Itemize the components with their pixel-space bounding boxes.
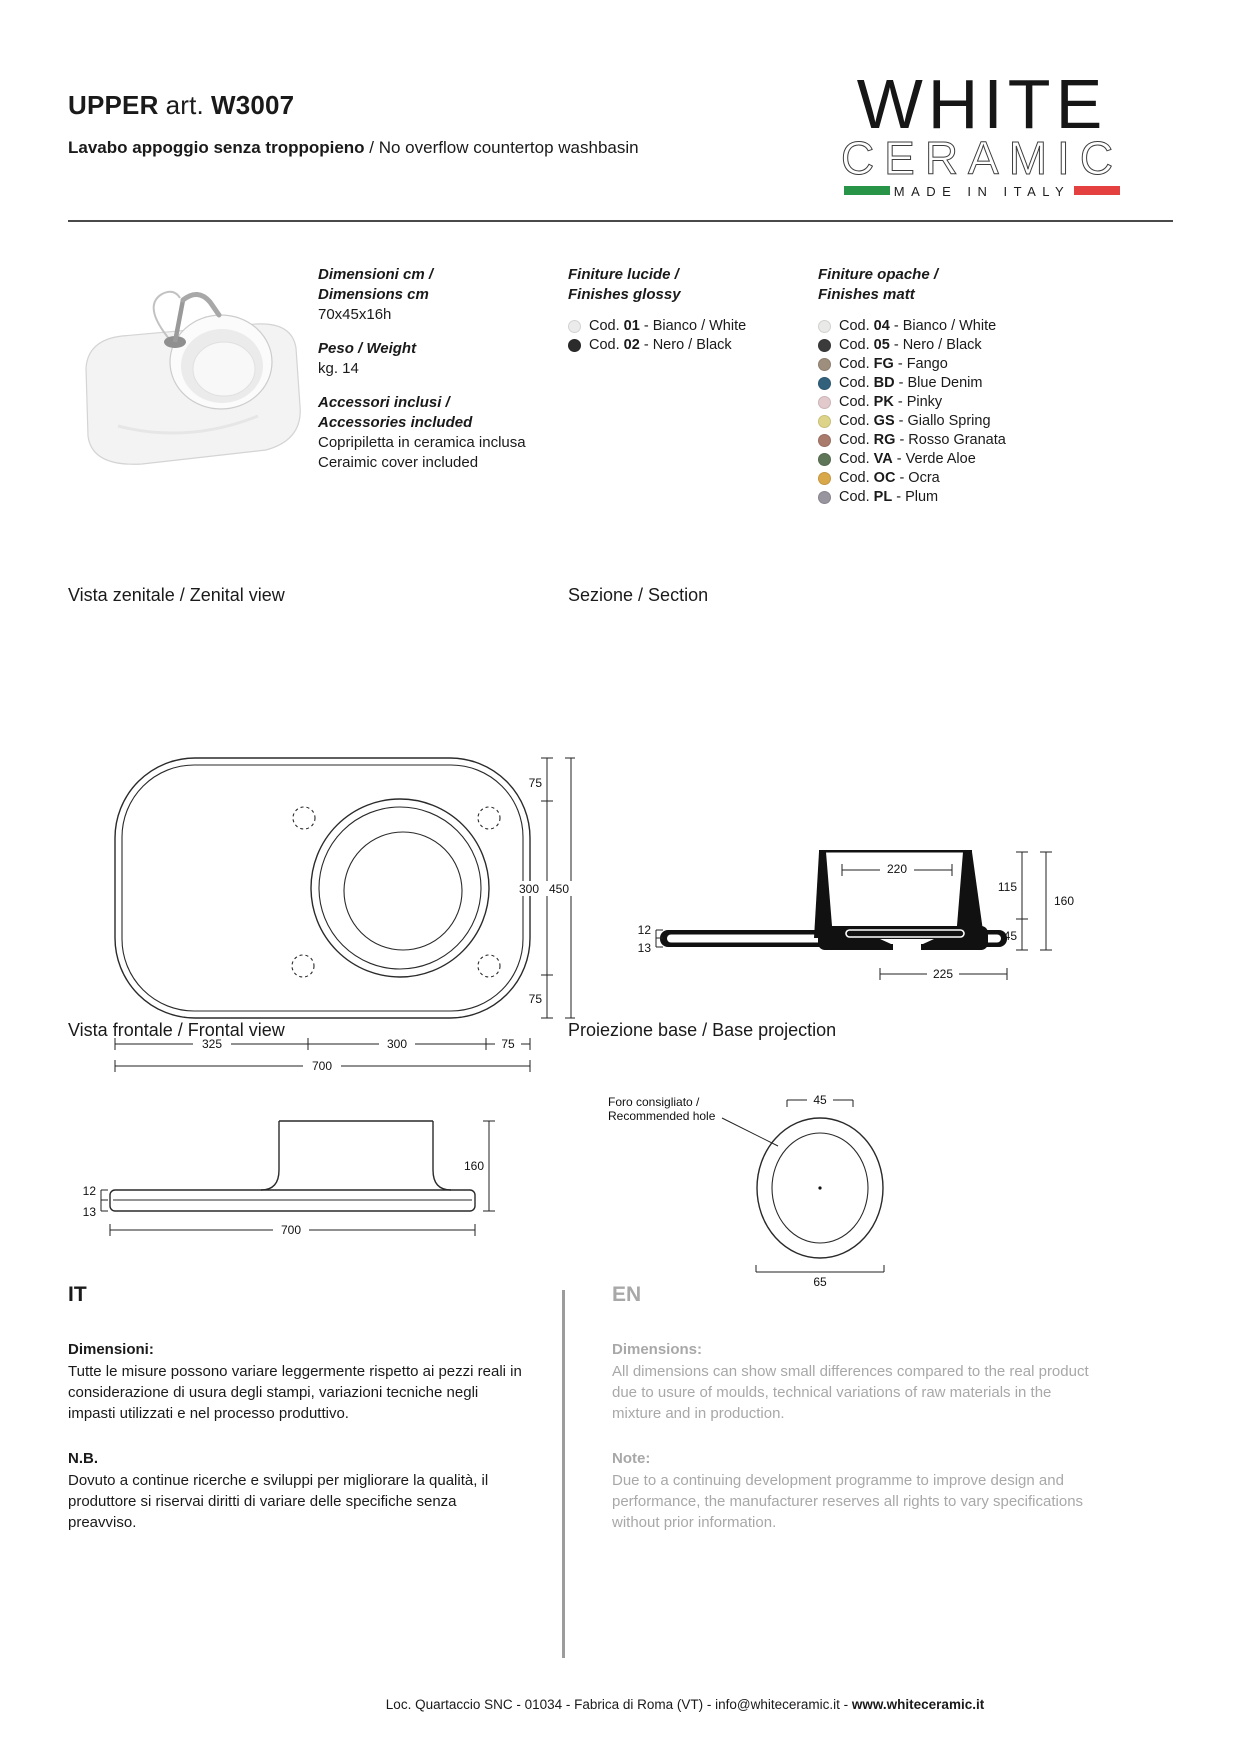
- finish-code: GS: [873, 413, 895, 429]
- finish-label: [839, 433, 1006, 448]
- finish-color-dot: [818, 434, 831, 447]
- finish-code: BD: [873, 375, 895, 391]
- dim-13: 13: [82, 1205, 96, 1219]
- it-heading: IT: [68, 1283, 87, 1306]
- finish-prefix: Cod.: [839, 470, 870, 486]
- finish-item: [818, 357, 1098, 372]
- base-projection-drawing: [598, 1088, 933, 1288]
- dim-45: 45: [1003, 929, 1017, 943]
- zenital-view-drawing: [95, 663, 575, 1075]
- weight-value: kg. 14: [318, 360, 359, 377]
- en-dimensions-paragraph: All dimensions can show small differences compared to the real product due to usure of moulds, technical variations of raw materials in the mixture and in production.: [612, 1363, 1089, 1422]
- dim-160: 160: [463, 1159, 484, 1173]
- frontal-dimension-labels: [83, 1159, 485, 1237]
- finish-color-dot: [818, 320, 831, 333]
- dimensions-label-en: Dimensions cm: [318, 286, 429, 303]
- finish-prefix: Cod.: [839, 413, 870, 429]
- finish-item: [818, 319, 1098, 334]
- section-drawing: [590, 742, 1150, 992]
- hole-note-line1: Foro consigliato /: [608, 1095, 700, 1109]
- finish-item: [818, 452, 1098, 467]
- made-in-italy-label: MADE IN ITALY: [893, 184, 1071, 199]
- dimensions-value: 70x45x16h: [318, 306, 392, 323]
- finish-name: - Fango: [897, 356, 948, 372]
- finish-name: - Blue Denim: [898, 375, 983, 391]
- finish-color-dot: [818, 377, 831, 390]
- finish-prefix: Cod.: [839, 356, 870, 372]
- italy-flag-green-bar: [844, 186, 890, 195]
- finish-prefix: Cod.: [839, 375, 870, 391]
- finish-name: - Nero / Black: [893, 337, 982, 353]
- hole-note-line2: Recommended hole: [608, 1109, 716, 1123]
- dimensions-label-it: Dimensioni cm /: [318, 266, 434, 283]
- finish-label: [839, 319, 996, 334]
- dim-12: 12: [637, 923, 651, 937]
- finish-color-dot: [818, 491, 831, 504]
- finish-color-dot: [818, 396, 831, 409]
- it-dimensions-paragraph: Tutte le misure possono variare leggermente rispetto ai pezzi reali in considerazione di usura degli stampi, variazioni tecniche negli impasti utilizzati e nel processo produttivo.: [68, 1363, 522, 1422]
- en-text-block: [612, 1283, 1090, 1559]
- finish-item: [818, 414, 1098, 429]
- language-divider: [562, 1290, 565, 1658]
- finish-name: - Bianco / White: [893, 318, 997, 334]
- article-word: art.: [165, 90, 204, 120]
- section-silhouette: [660, 850, 1007, 952]
- section-dimension-labels: [638, 862, 1075, 981]
- dim-right-450: 450: [548, 882, 570, 896]
- footer-website: www.whiteceramic.it: [851, 1697, 985, 1712]
- dim-65: 65: [813, 1275, 827, 1288]
- en-heading: EN: [612, 1283, 642, 1306]
- frontal-view-title: Vista frontale / Frontal view: [68, 1020, 285, 1040]
- finish-code: PL: [873, 489, 893, 505]
- finish-item: [818, 471, 1098, 486]
- dim-bottom-300: 300: [386, 1037, 408, 1051]
- accessories-value-1: Copripiletta in ceramica inclusa: [318, 434, 526, 451]
- finish-item: [818, 433, 1098, 448]
- finish-prefix: Cod.: [839, 489, 870, 505]
- specs-column: [318, 265, 558, 487]
- finish-name: - Giallo Spring: [898, 413, 991, 429]
- washbasin-bowl: [170, 315, 272, 409]
- dim-bottom-325: 325: [201, 1037, 223, 1051]
- dim-right-75-top: 75: [528, 776, 542, 790]
- hole-circles: [757, 1118, 883, 1258]
- finish-label: [839, 357, 948, 372]
- finish-color-dot: [818, 358, 831, 371]
- product-photo: [58, 266, 310, 478]
- page-title: [68, 90, 294, 121]
- accessories-value-2: Ceraimic cover included: [318, 454, 479, 471]
- en-dimensions-heading: Dimensions:: [612, 1341, 703, 1358]
- finishes-matt-title-it: Finiture opache /: [818, 266, 939, 283]
- finish-name: - Ocra: [899, 470, 940, 486]
- finish-code: 01: [623, 318, 640, 334]
- dim-160: 160: [1053, 894, 1075, 908]
- dim-700: 700: [280, 1223, 302, 1237]
- zenital-bowl: [311, 799, 489, 977]
- finishes-glossy-title-en: Finishes glossy: [568, 286, 681, 303]
- finish-label: [839, 414, 991, 429]
- finish-name: - Bianco / White: [643, 318, 747, 334]
- finish-item: [818, 376, 1098, 391]
- product-name: UPPER: [68, 90, 159, 120]
- dim-bottom-700: 700: [311, 1059, 333, 1073]
- en-note-heading: Note:: [612, 1450, 651, 1467]
- finish-label: [839, 471, 940, 486]
- dim-220: 220: [886, 862, 908, 876]
- dim-bottom-75: 75: [501, 1037, 515, 1051]
- accessories-spec: [318, 393, 558, 473]
- it-dimensions-heading: Dimensioni:: [68, 1341, 154, 1358]
- finish-name: - Rosso Granata: [899, 432, 1006, 448]
- finish-code: VA: [873, 451, 893, 467]
- finish-label: [839, 395, 942, 410]
- base-dimension-labels: [807, 1093, 833, 1288]
- en-note-paragraph: Due to a continuing development programme to improve design and performance, the manufacturer reserves all rights to vary specifications without prior information.: [612, 1472, 1084, 1531]
- finish-item: [818, 338, 1098, 353]
- finish-prefix: Cod.: [839, 432, 870, 448]
- base-projection-title: Proiezione base / Base projection: [568, 1020, 837, 1040]
- finishes-glossy-column: [568, 265, 813, 357]
- brand-logo: [782, 62, 1182, 207]
- finish-code: PK: [873, 394, 894, 410]
- finish-color-dot: [818, 453, 831, 466]
- dim-13: 13: [637, 941, 651, 955]
- finish-label: [839, 490, 938, 505]
- zenital-view-title: Vista zenitale / Zenital view: [68, 585, 285, 605]
- footer-address: Loc. Quartaccio SNC - 01034 - Fabrica di Roma (VT) - info@whiteceramic.it -: [385, 1697, 852, 1712]
- finish-name: - Plum: [896, 489, 939, 505]
- finish-code: 05: [873, 337, 890, 353]
- italy-flag-red-bar: [1074, 186, 1120, 195]
- finishes-matt-title-en: Finishes matt: [818, 286, 915, 303]
- dim-115: 115: [997, 880, 1017, 894]
- base-dimension-lines: [756, 1100, 884, 1272]
- dimensions-spec: [318, 265, 558, 325]
- finish-item: [568, 338, 813, 353]
- section-dimension-lines: [656, 852, 1052, 980]
- section-view-title: Sezione / Section: [568, 585, 709, 605]
- finish-prefix: Cod.: [839, 318, 870, 334]
- finish-name: - Pinky: [897, 394, 943, 410]
- accessories-label-it: Accessori inclusi /: [318, 394, 450, 411]
- dim-45: 45: [813, 1093, 827, 1107]
- finish-label: [839, 452, 976, 467]
- frontal-view-drawing: [75, 1098, 505, 1250]
- finish-prefix: Cod.: [589, 318, 620, 334]
- finishes-matt-title: [818, 265, 1098, 305]
- article-code: W3007: [210, 90, 295, 120]
- dim-right-75-bottom: 75: [528, 992, 542, 1006]
- it-note-paragraph: Dovuto a continue ricerche e sviluppi per migliorare la qualità, il produttore si riservai diritti di variare delle specifiche senza preavviso.: [68, 1472, 489, 1531]
- finish-color-dot: [818, 339, 831, 352]
- finish-code: RG: [873, 432, 896, 448]
- finish-name: - Verde Aloe: [896, 451, 976, 467]
- logo-word-white: WHITE: [856, 65, 1108, 143]
- frontal-dimension-lines: [101, 1121, 495, 1236]
- finish-prefix: Cod.: [589, 337, 620, 353]
- finish-color-dot: [568, 339, 581, 352]
- finish-color-dot: [818, 415, 831, 428]
- finishes-matt-column: [818, 265, 1098, 509]
- finishes-glossy-title-it: Finiture lucide /: [568, 266, 679, 283]
- header-divider: [68, 220, 1173, 222]
- finish-item: [818, 490, 1098, 505]
- subtitle-italian: Lavabo appoggio senza troppopieno: [68, 138, 365, 157]
- subtitle-english: / No overflow countertop washbasin: [364, 138, 639, 157]
- finish-code: OC: [873, 470, 896, 486]
- finish-label: [839, 338, 982, 353]
- accessories-label-en: Accessories included: [318, 414, 473, 431]
- product-subtitle: [68, 138, 639, 158]
- finish-code: FG: [873, 356, 894, 372]
- finish-label: [589, 338, 732, 353]
- finish-code: 02: [623, 337, 640, 353]
- finish-code: 04: [873, 318, 890, 334]
- dim-225: 225: [932, 967, 954, 981]
- hole-note: [608, 1095, 778, 1146]
- it-text-block: [68, 1283, 526, 1559]
- it-note-heading: N.B.: [68, 1450, 98, 1467]
- finishes-glossy-title: [568, 265, 813, 305]
- finish-item: [568, 319, 813, 334]
- logo-word-ceramic: CERAMIC: [840, 132, 1124, 184]
- frontal-outline: [110, 1121, 475, 1211]
- finish-label: [839, 376, 982, 391]
- zenital-basin-outline: [115, 758, 530, 1018]
- finish-prefix: Cod.: [839, 394, 870, 410]
- footer: [200, 1697, 1170, 1712]
- finish-color-dot: [568, 320, 581, 333]
- finish-prefix: Cod.: [839, 451, 870, 467]
- finish-name: - Nero / Black: [643, 337, 732, 353]
- weight-label: Peso / Weight: [318, 340, 417, 357]
- finish-color-dot: [818, 472, 831, 485]
- dim-12: 12: [82, 1184, 96, 1198]
- finish-prefix: Cod.: [839, 337, 870, 353]
- finish-label: [589, 319, 746, 334]
- weight-spec: [318, 339, 558, 379]
- dim-right-300: 300: [518, 882, 540, 896]
- finish-item: [818, 395, 1098, 410]
